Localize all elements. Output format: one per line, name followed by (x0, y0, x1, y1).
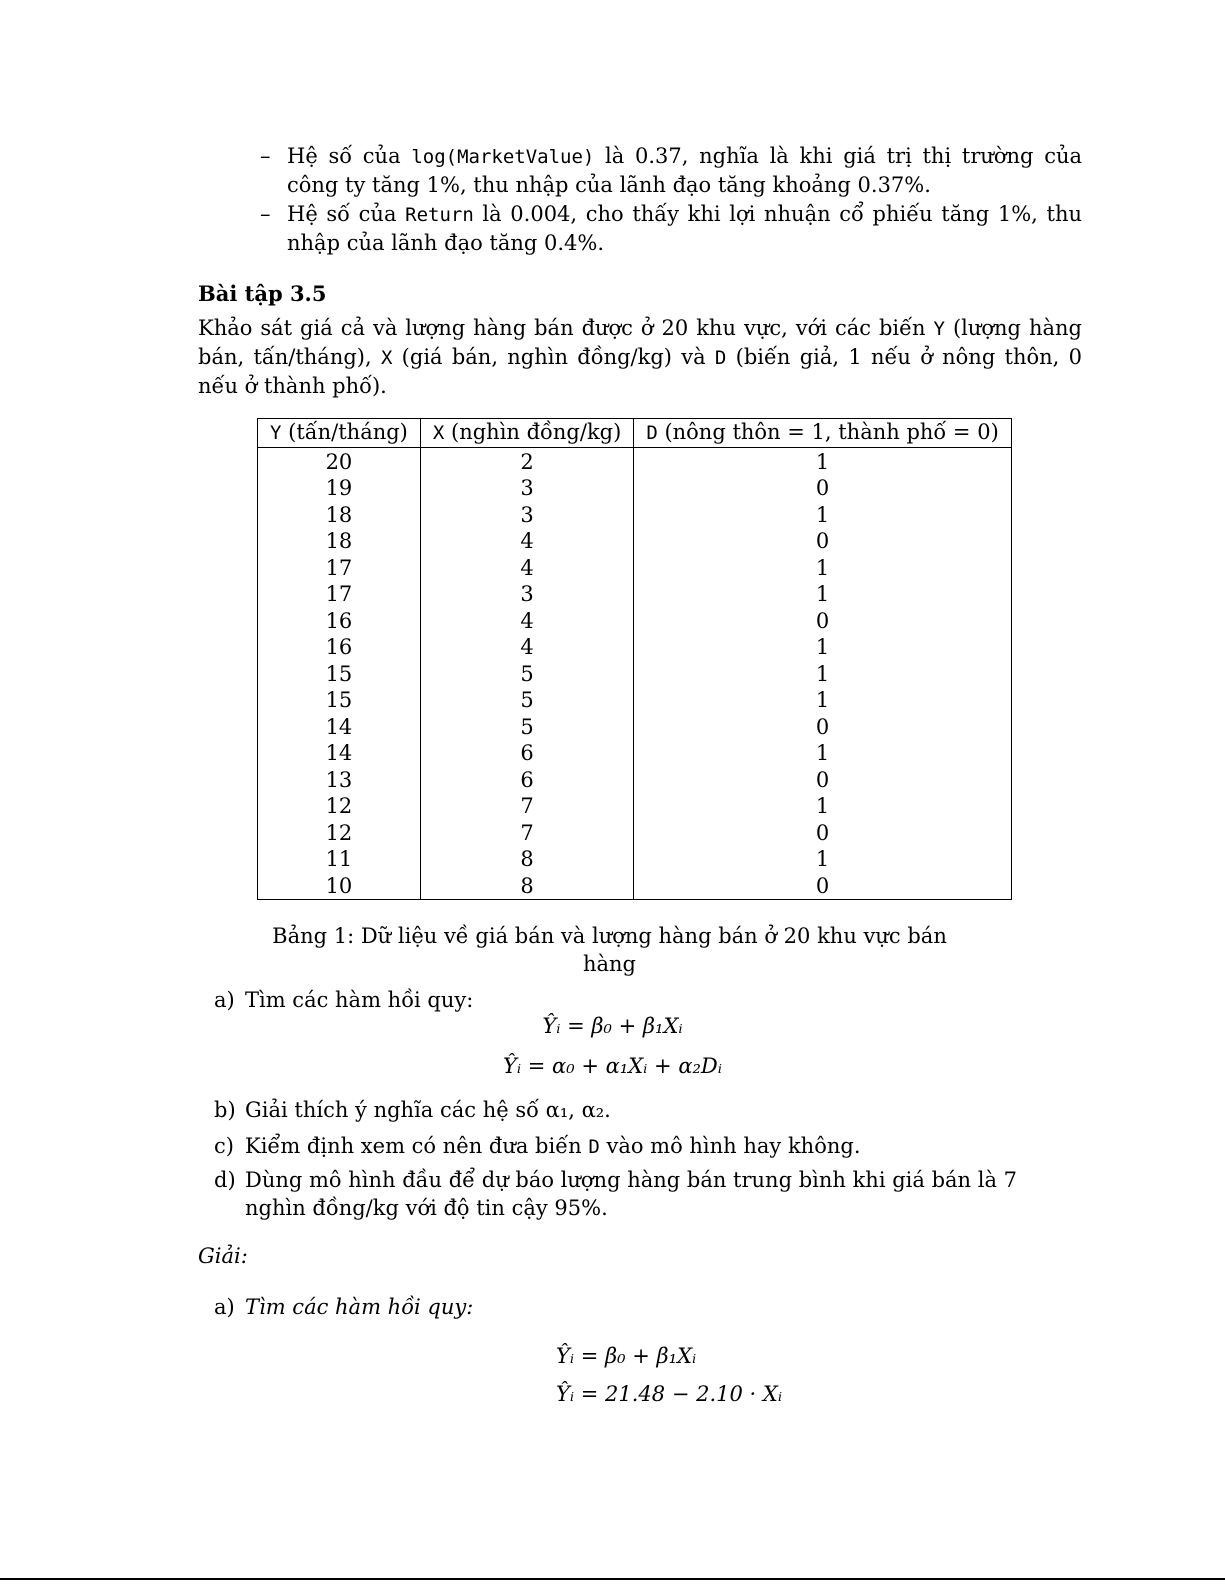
cell-y: 16 (258, 634, 421, 661)
cell-y: 12 (258, 793, 421, 820)
cell-d: 0 (634, 820, 1011, 847)
bullet-text: Hệ số của (287, 202, 406, 226)
table-row (258, 767, 1012, 794)
var-d: D (588, 1136, 600, 1158)
cell-x: 5 (420, 687, 633, 714)
dash-marker: – (260, 202, 271, 226)
table-row (258, 634, 1012, 661)
cell-d: 0 (634, 873, 1011, 900)
table-row (258, 793, 1012, 820)
question-text: Dùng mô hình đầu để dự báo lượng hàng bán trung bình khi giá bán là 7 nghìn đồng/kg với độ tin cậy 95%. (245, 1168, 1018, 1220)
table-row (258, 873, 1012, 900)
cell-y: 18 (258, 528, 421, 555)
header-code: D (646, 422, 658, 444)
cell-y: 13 (258, 767, 421, 794)
bullet-text: là 0.004, cho thấy khi lợi nhuận cổ phiếu tăng 1%, thu nhập của lãnh đạo tăng 0.4%. (287, 202, 1082, 255)
equation: Ŷᵢ = β₀ + β₁Xᵢ (542, 1014, 683, 1038)
bullet-item (260, 142, 1082, 199)
table-row (258, 528, 1012, 555)
bullet-text: Hệ số của (287, 144, 412, 168)
cell-x: 4 (420, 634, 633, 661)
cell-d: 1 (634, 581, 1011, 608)
cell-x: 7 (420, 793, 633, 820)
cell-y: 15 (258, 687, 421, 714)
cell-d: 0 (634, 767, 1011, 794)
table-row (258, 581, 1012, 608)
question-text: vào mô hình hay không. (599, 1134, 861, 1158)
cell-d: 0 (634, 608, 1011, 635)
cell-d: 1 (634, 502, 1011, 529)
question-text: Tìm các hàm hồi quy: (245, 988, 474, 1012)
intro-text: (biến giả, 1 nếu ở nông thôn, 0 nếu ở thành phố). (198, 345, 1082, 398)
cell-d: 1 (634, 846, 1011, 873)
cell-x: 8 (420, 846, 633, 873)
cell-x: 3 (420, 581, 633, 608)
equation: Ŷᵢ = α₀ + α₁Xᵢ + α₂Dᵢ (503, 1054, 722, 1078)
table-row (258, 661, 1012, 688)
question-label: a) (214, 1295, 235, 1319)
header-text: (tấn/tháng) (281, 420, 408, 444)
cell-d: 1 (634, 793, 1011, 820)
cell-x: 4 (420, 528, 633, 555)
cell-y: 19 (258, 475, 421, 502)
table-caption: Bảng 1: Dữ liệu về giá bán và lượng hàng bán ở 20 khu vực bán hàng (272, 924, 947, 976)
exercise-title: Bài tập 3.5 (198, 281, 327, 306)
solution-label: Giải: (198, 1244, 248, 1268)
cell-y: 10 (258, 873, 421, 900)
var-d: D (714, 347, 727, 369)
table-row (258, 714, 1012, 741)
header-text: (nông thôn = 1, thành phố = 0) (657, 420, 999, 444)
cell-y: 18 (258, 502, 421, 529)
table-row (258, 608, 1012, 635)
table-row (258, 555, 1012, 582)
header-y (258, 419, 421, 448)
cell-x: 5 (420, 661, 633, 688)
cell-x: 4 (420, 608, 633, 635)
intro-text: (giá bán, nghìn đồng/kg) và (392, 345, 715, 369)
cell-x: 8 (420, 873, 633, 900)
table-row (258, 447, 1012, 475)
table-row (258, 740, 1012, 767)
table-header-row (258, 419, 1012, 448)
data-table (257, 418, 1012, 900)
intro-text: (lượng hàng bán, tấn/tháng), (198, 316, 1082, 369)
var-x: X (380, 347, 393, 369)
cell-y: 15 (258, 661, 421, 688)
code-term: Return (405, 204, 474, 226)
bullet-list (260, 142, 1082, 258)
bullet-item (260, 200, 1082, 257)
cell-x: 3 (420, 502, 633, 529)
cell-d: 1 (634, 447, 1011, 475)
cell-x: 3 (420, 475, 633, 502)
cell-y: 12 (258, 820, 421, 847)
cell-x: 4 (420, 555, 633, 582)
cell-y: 20 (258, 447, 421, 475)
table-row (258, 687, 1012, 714)
cell-d: 1 (634, 740, 1011, 767)
table-row (258, 475, 1012, 502)
header-d (634, 419, 1011, 448)
cell-y: 11 (258, 846, 421, 873)
cell-x: 2 (420, 447, 633, 475)
cell-y: 14 (258, 714, 421, 741)
solution-a (214, 1293, 1082, 1321)
cell-x: 6 (420, 740, 633, 767)
cell-d: 0 (634, 714, 1011, 741)
cell-d: 1 (634, 555, 1011, 582)
table-body (258, 447, 1012, 900)
cell-d: 0 (634, 475, 1011, 502)
question-label: b) (214, 1098, 236, 1122)
question-b (214, 1096, 1082, 1124)
question-d (214, 1166, 1082, 1222)
solution-equation-2: Ŷᵢ = 21.48 − 2.10 · Xᵢ (556, 1382, 783, 1406)
cell-d: 1 (634, 634, 1011, 661)
cell-x: 6 (420, 767, 633, 794)
var-y: Y (933, 318, 945, 340)
table-row (258, 502, 1012, 529)
page-bottom-rule (0, 1578, 1225, 1580)
cell-y: 17 (258, 555, 421, 582)
intro-text: Khảo sát giá cả và lượng hàng bán được ở 20 khu vực, với các biến (198, 316, 934, 340)
header-code: X (432, 422, 445, 444)
cell-d: 1 (634, 661, 1011, 688)
cell-d: 1 (634, 687, 1011, 714)
question-text: Giải thích ý nghĩa các hệ số α₁, α₂. (245, 1098, 611, 1122)
cell-y: 14 (258, 740, 421, 767)
question-c (214, 1132, 1082, 1161)
exercise-intro (198, 314, 1082, 400)
question-text: Kiểm định xem có nên đưa biến (245, 1134, 589, 1158)
bullet-text: là 0.37, nghĩa là khi giá trị thị trường của công ty tăng 1%, thu nhập của lãnh đạo tăng khoảng 0.37%. (287, 144, 1083, 197)
header-code: Y (270, 422, 282, 444)
table-row (258, 820, 1012, 847)
question-label: a) (214, 988, 235, 1012)
code-term: log(MarketValue) (411, 146, 595, 168)
table-row (258, 846, 1012, 873)
cell-d: 0 (634, 528, 1011, 555)
header-text: (nghìn đồng/kg) (444, 420, 622, 444)
solution-equation-1: Ŷᵢ = β₀ + β₁Xᵢ (556, 1344, 697, 1368)
cell-x: 7 (420, 820, 633, 847)
cell-y: 17 (258, 581, 421, 608)
cell-y: 16 (258, 608, 421, 635)
solution-text: Tìm các hàm hồi quy: (245, 1295, 474, 1319)
question-label: c) (214, 1134, 234, 1158)
dash-marker: – (260, 144, 271, 168)
question-label: d) (214, 1168, 236, 1192)
cell-x: 5 (420, 714, 633, 741)
header-x (420, 419, 633, 448)
